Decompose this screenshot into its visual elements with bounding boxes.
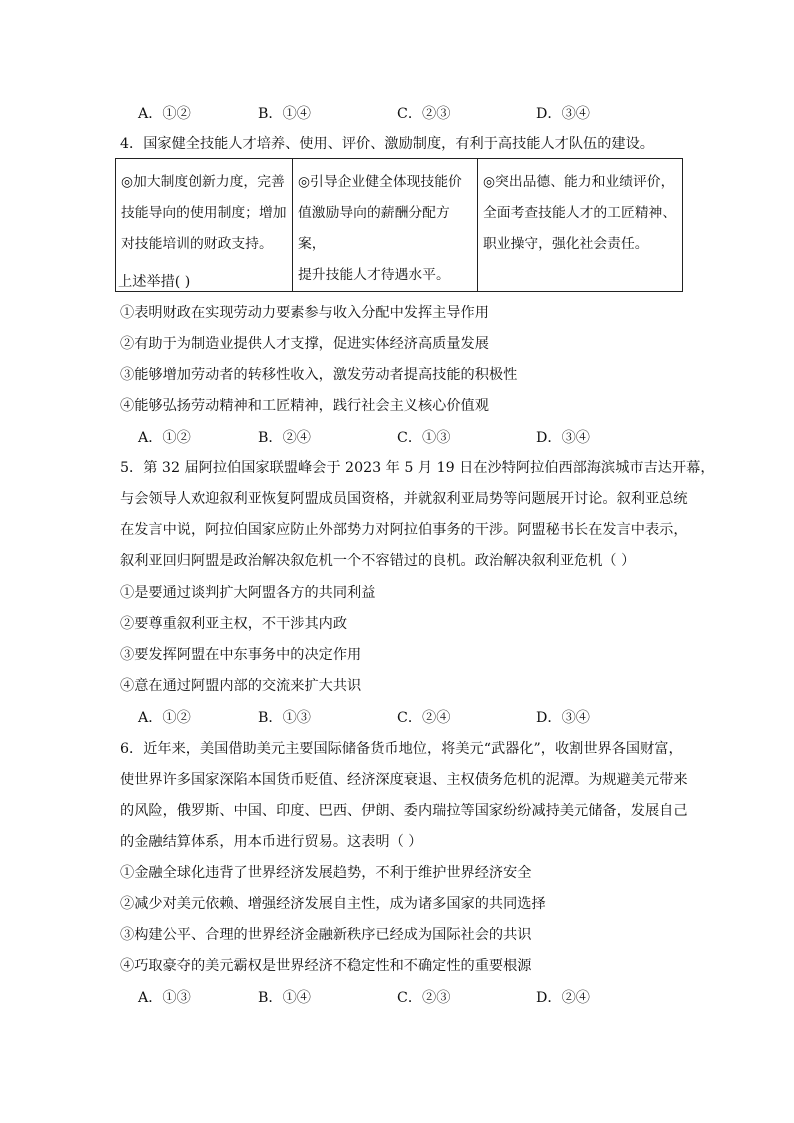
q6-item-1: ①金融全球化违背了世界经济发展趋势，不利于维护世界经济安全 — [120, 865, 532, 881]
q6-option-c: C．②③ — [397, 990, 451, 1006]
q4-measure-3-line-1: ◎突出品德、能力和业绩评价， — [483, 174, 675, 190]
q4-measure-1-line-3: 对技能培训的财政支持。 — [121, 236, 273, 252]
q6-stem-line-4: 的金融结算体系，用本币进行贸易。这表明（ ） — [120, 834, 423, 850]
q5-item-2: ②要尊重叙利亚主权，不干涉其内政 — [120, 616, 348, 632]
q5-option-b: B．①③ — [258, 710, 311, 726]
q4-option-c: C．①③ — [397, 430, 451, 446]
q5-stem-line-3: 在发言中说，阿拉伯国家应防止外部势力对阿拉伯事务的干涉。阿盟秘书长在发言中表示， — [120, 522, 688, 538]
q4-measures-table — [115, 158, 683, 292]
q6-stem-line-3: 的风险，俄罗斯、中国、印度、巴西、伊朗、委内瑞拉等国家纷纷减持美元储备，发展自己 — [120, 803, 688, 819]
q4-options — [138, 427, 658, 447]
q4-item-4: ④能够弘扬劳动精神和工匠精神，践行社会主义核心价值观 — [120, 398, 489, 414]
q6-item-3: ③构建公平、合理的世界经济金融新秩序已经成为国际社会的共识 — [120, 927, 532, 943]
q4-option-d: D．③④ — [536, 430, 590, 446]
q5-options — [138, 707, 658, 727]
q5-item-4: ④意在通过阿盟内部的交流来扩大共识 — [120, 678, 362, 694]
q4-measure-1-line-1: ◎加大制度创新力度，完善 — [121, 174, 285, 190]
q6-option-b: B．①④ — [258, 990, 311, 1006]
q6-stem-line-2: 使世界许多国家深陷本国货币贬值、经济深度衰退、主权债务危机的泥潭。为规避美元带来 — [120, 772, 688, 788]
q3-options — [138, 103, 658, 123]
q5-stem-line-1: 5．第 32 届阿拉伯国家联盟峰会于 2023 年 5 月 19 日在沙特阿拉伯西部海滨城市吉达开幕， — [120, 460, 715, 476]
q4-item-3: ③能够增加劳动者的转移性收入，激发劳动者提高技能的积极性 — [120, 367, 518, 383]
q4-option-a: A．①② — [138, 430, 191, 446]
q3-option-b: B．①④ — [258, 106, 311, 122]
q5-item-1: ①是要通过谈判扩大阿盟各方的共同利益 — [120, 585, 376, 601]
q4-option-b: B．②④ — [258, 430, 311, 446]
q3-option-c: C．②③ — [397, 106, 451, 122]
q6-item-2: ②减少对美元依赖、增强经济发展自主性，成为诸多国家的共同选择 — [120, 896, 546, 912]
q4-measure-2-line-2: 值激励导向的薪酬分配方案， — [298, 205, 450, 252]
q6-stem-line-1: 6．近年来，美国借助美元主要国际储备货币地位，将美元“武器化”，收割世界各国财富， — [120, 741, 683, 757]
q3-option-a: A．①② — [138, 106, 191, 122]
q5-item-3: ③要发挥阿盟在中东事务中的决定作用 — [120, 647, 362, 663]
q5-stem-line-2: 与会领导人欢迎叙利亚恢复阿盟成员国资格，并就叙利亚局势等问题展开讨论。叙利亚总统 — [120, 491, 688, 507]
q4-measure-2-line-1: ◎引导企业健全体现技能价 — [298, 174, 462, 190]
q4-prompt: 上述举措( ) — [118, 274, 191, 290]
q4-measure-3-line-2: 全面考查技能人才的工匠精神、 — [483, 205, 677, 221]
q4-stem: 4．国家健全技能人才培养、使用、评价、激励制度，有利于高技能人才队伍的建设。 — [120, 136, 654, 152]
q4-measure-3 — [478, 159, 683, 292]
q6-options — [138, 987, 658, 1007]
q4-item-2: ②有助于为制造业提供人才支撑，促进实体经济高质量发展 — [120, 336, 489, 352]
q4-measure-2-line-3: 提升技能人才待遇水平。 — [298, 267, 450, 283]
q5-stem-line-4: 叙利亚回归阿盟是政治解决叙危机一个不容错过的良机。政治解决叙利亚危机（ ） — [120, 553, 636, 569]
q6-option-d: D．②④ — [536, 990, 590, 1006]
q4-measure-3-line-3: 职业操守，强化社会责任。 — [483, 236, 649, 252]
q6-option-a: A．①③ — [138, 990, 191, 1006]
q5-option-c: C．②④ — [397, 710, 451, 726]
q6-item-4: ④巧取豪夺的美元霸权是世界经济不稳定性和不确定性的重要根源 — [120, 958, 532, 974]
q3-option-d: D．③④ — [536, 106, 590, 122]
q5-option-a: A．①② — [138, 710, 191, 726]
q5-option-d: D．③④ — [536, 710, 590, 726]
q4-measure-2 — [293, 159, 478, 292]
q4-measure-1-line-2: 技能导向的使用制度；增加 — [121, 205, 287, 221]
q4-item-1: ①表明财政在实现劳动力要素参与收入分配中发挥主导作用 — [120, 305, 489, 321]
